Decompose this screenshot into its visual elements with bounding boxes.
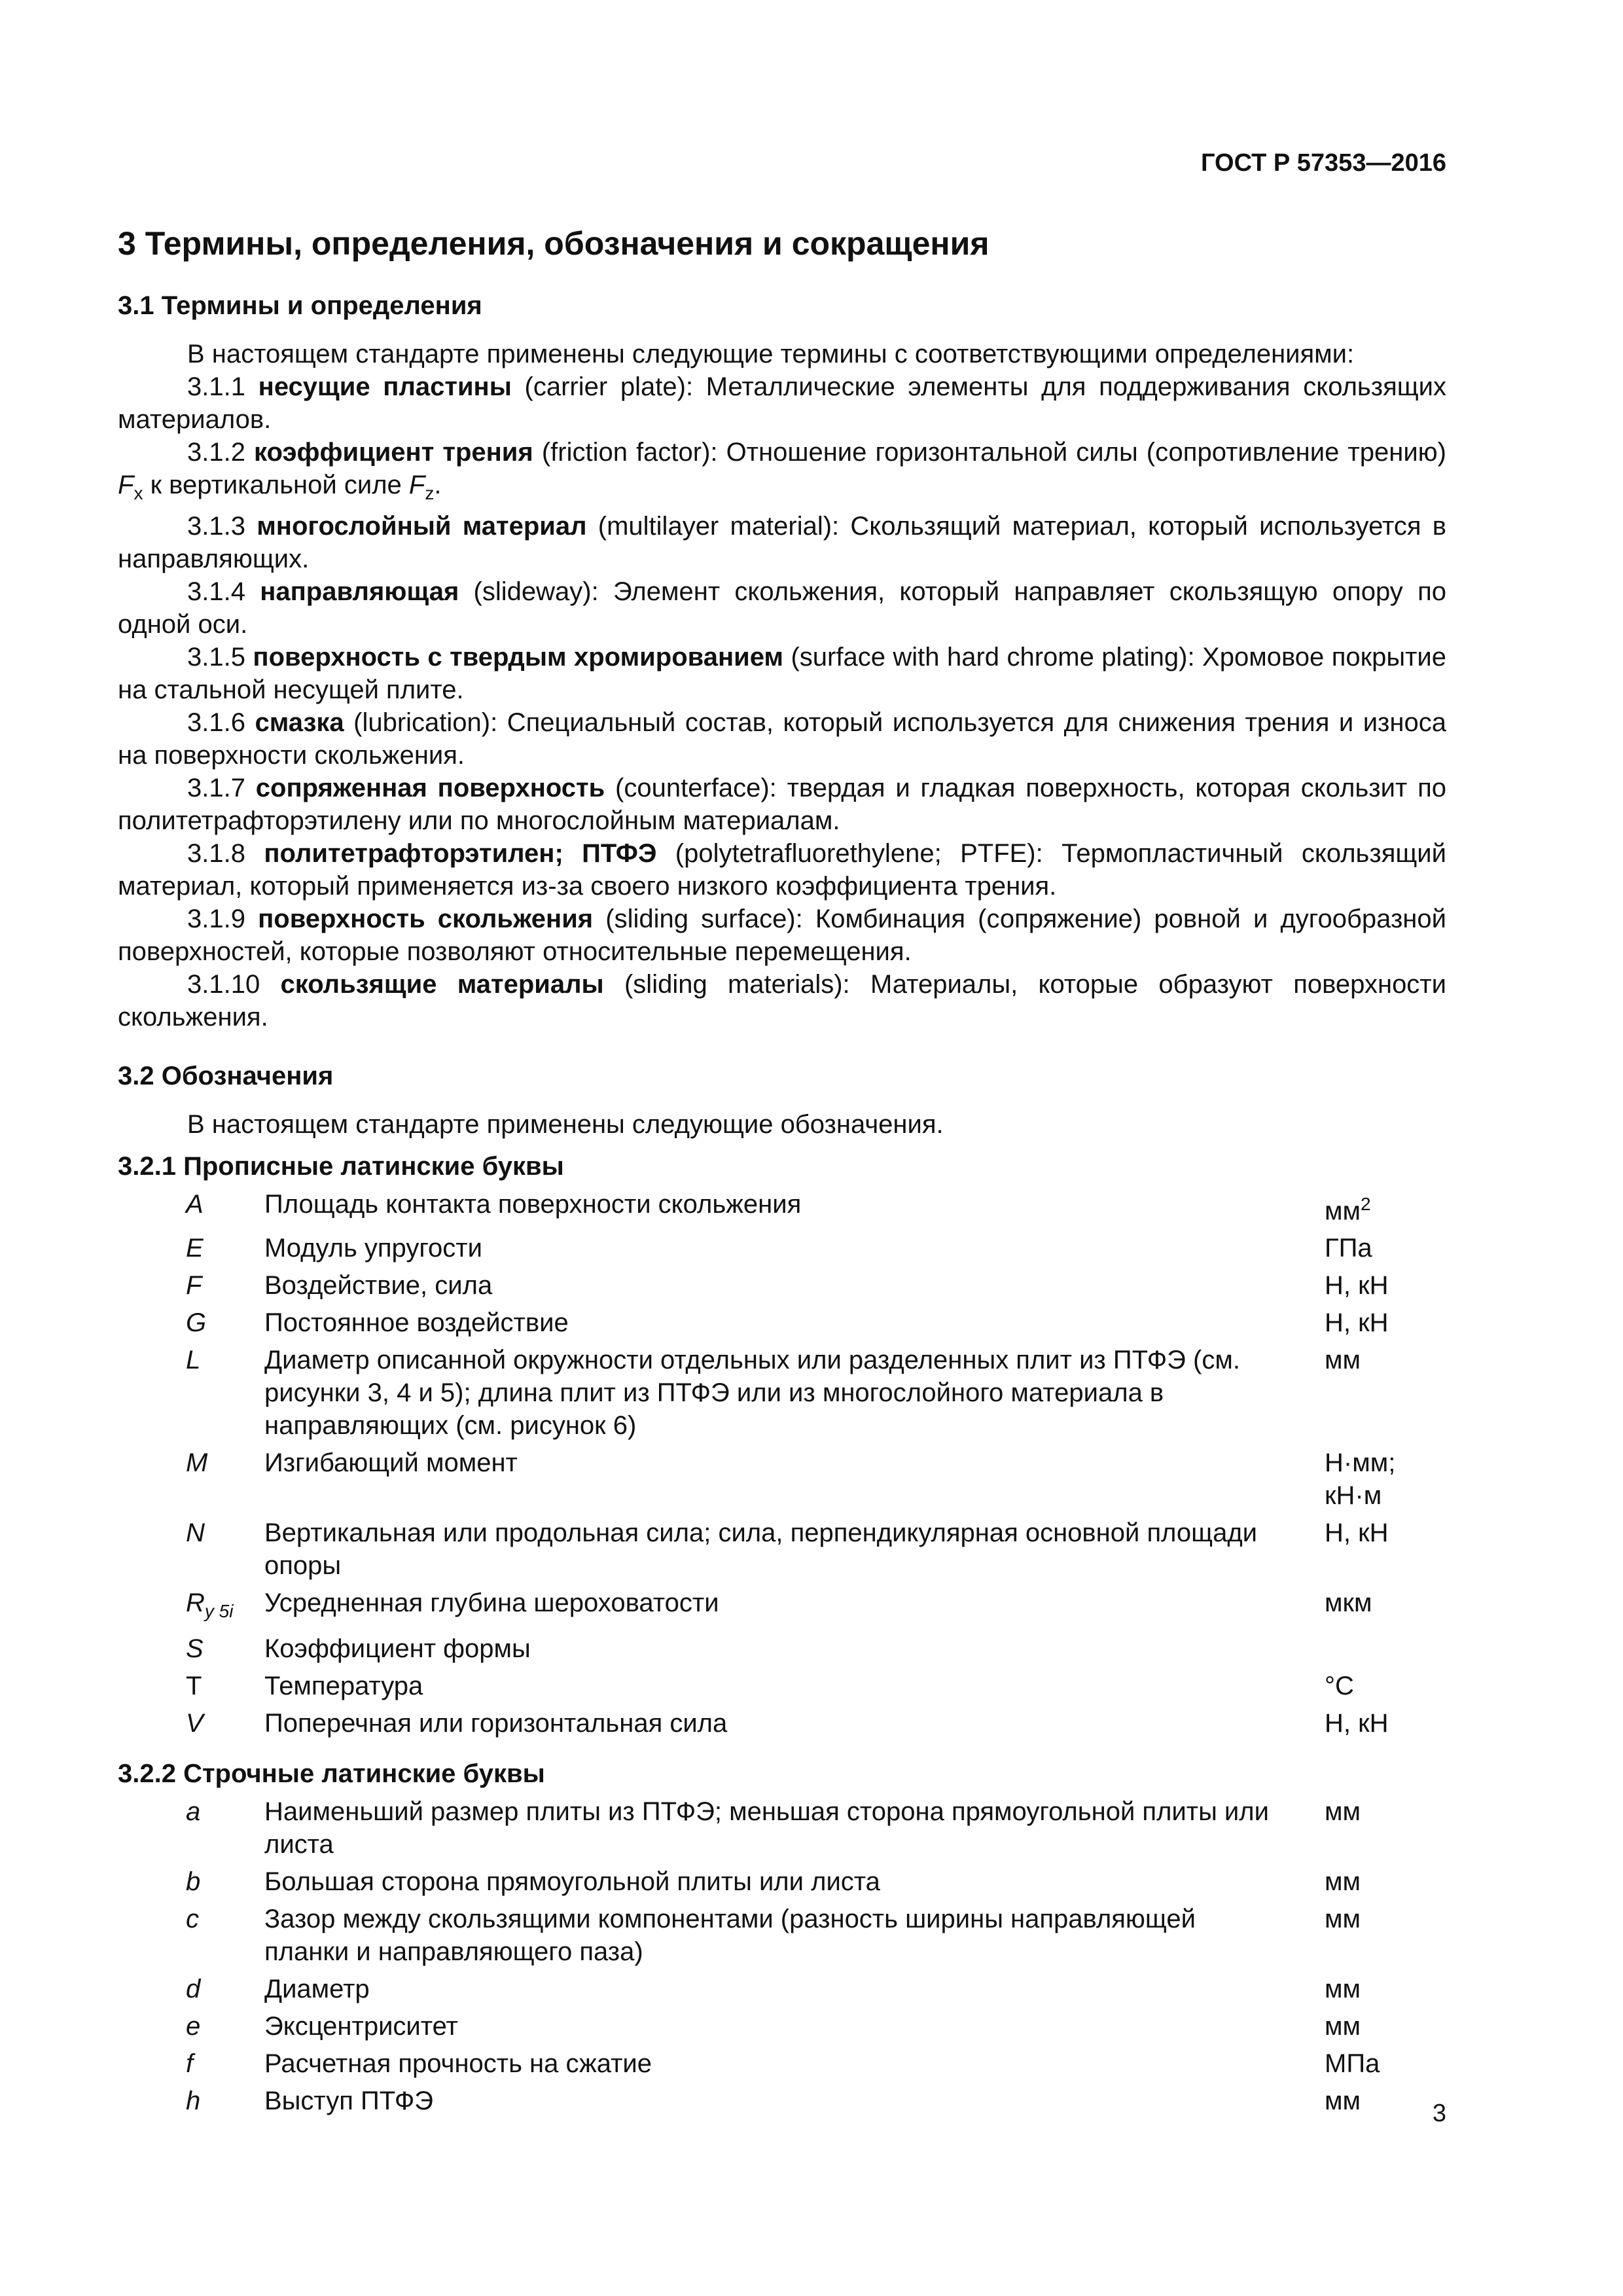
term-item [118, 968, 1446, 1033]
term-definition-end: . [434, 471, 442, 499]
unit-cell: мм [1325, 1975, 1361, 2004]
page-content [118, 223, 1446, 2135]
description-cell: Большая сторона прямоугольной плиты или листа [264, 1867, 880, 1897]
page-number: 3 [1432, 2100, 1446, 2127]
term-definition: Металлические элементы для поддерживания скользящих материалов. [118, 372, 1447, 434]
term-item [118, 641, 1446, 706]
term-number: 3.1.2 [187, 438, 245, 467]
term-definition-cont: к вертикальной силе [150, 471, 402, 499]
term-definition: Скользящий материал, который используется в направляющих. [118, 512, 1447, 573]
term-english: (sliding surface): [605, 905, 803, 933]
description-cell: Диаметр описанной окружности отдельных или разделенных плит из ПТФЭ (см. рисунки 3, 4 и 5); длина плит из ПТФЭ или из многослойного материала в направляющих (см. рисунок 6) [264, 1346, 1240, 1441]
table-row [118, 1305, 1446, 1342]
symbol-cell: d [186, 1975, 201, 2004]
table-row [118, 2083, 1446, 2121]
table-row [118, 1230, 1446, 1268]
term-definition: Отношение горизонтальной силы (сопротивление трению) [726, 438, 1446, 467]
table-row [118, 1794, 1446, 1864]
table-row [118, 1706, 1446, 1743]
term-number: 3.1.4 [187, 577, 245, 606]
term-english: (surface with hard chrome plating): [791, 643, 1195, 672]
term-definition: Специальный состав, который используется для снижения трения и износа на поверхности скольжения. [118, 708, 1446, 770]
term-number: 3.1.6 [187, 708, 245, 737]
description-cell: Воздействие, сила [264, 1271, 493, 1300]
unit-cell: МПа [1325, 2049, 1380, 2079]
symbol-text: R [186, 1588, 205, 1618]
term-number: 3.1.3 [187, 512, 245, 541]
term-number: 3.1.5 [187, 643, 245, 672]
unit-cell: мм [1325, 1346, 1361, 1375]
description-cell: Изгибающий момент [264, 1448, 518, 1478]
term-name: несущие пластины [258, 372, 512, 401]
symbol-cell [118, 1585, 264, 1631]
symbol-cell: c [186, 1905, 199, 1934]
term-definition: твердая и гладкая поверхность, которая скользит по политетрафторэтилену или по многослойным материалам. [118, 774, 1446, 835]
term-definition: Элемент скольжения, который направляет скользящую опору по одной оси. [118, 577, 1446, 639]
term-name: политетрафторэтилен; ПТФЭ [264, 839, 657, 868]
unit-cell: °C [1325, 1672, 1354, 1701]
description-cell: Поперечная или горизонтальная сила [264, 1709, 728, 1738]
symbol-cell: M [186, 1448, 208, 1478]
term-english: (slideway): [473, 577, 599, 606]
unit-cell: мм [1325, 2012, 1361, 2041]
term-item [118, 436, 1446, 510]
symbol-cell: V [186, 1709, 204, 1738]
unit-cell: мм [1325, 1867, 1361, 1897]
unit-cell: ГПа [1325, 1234, 1372, 1263]
description-cell: Коэффициент формы [264, 1634, 531, 1664]
symbol-f: F [408, 471, 425, 499]
term-item [118, 575, 1446, 641]
description-cell: Расчетная прочность на сжатие [264, 2049, 652, 2079]
symbols-intro: В настоящем стандарте применены следующие обозначения. [187, 1110, 944, 1139]
symbol-cell: h [186, 2087, 201, 2116]
table-row [118, 1268, 1446, 1305]
unit-cell: мм [1325, 1797, 1361, 1827]
term-definition: Материалы, которые образуют поверхности скольжения. [118, 970, 1446, 1031]
description-cell: Эксцентриситет [264, 2012, 458, 2041]
term-definition: Хромовое покрытие на стальной несущей плите. [118, 643, 1447, 704]
terms-intro: В настоящем стандарте применены следующие термины с соответствующими определениями: [187, 340, 1355, 368]
term-number: 3.1.9 [187, 905, 245, 933]
description-cell: Усредненная глубина шероховатости [264, 1588, 719, 1618]
table-row [118, 1187, 1446, 1230]
table-row [118, 1585, 1446, 1631]
term-name: поверхность скольжения [258, 905, 594, 933]
section-3-2-2-title: 3.2.2 Строчные латинские буквы [118, 1759, 545, 1789]
table-row [118, 1864, 1446, 1901]
symbol-cell: A [186, 1190, 204, 1219]
description-cell: Выступ ПТФЭ [264, 2087, 433, 2116]
table-row [118, 2009, 1446, 2046]
unit-cell: мкм [1325, 1588, 1372, 1618]
spacer [118, 1033, 1446, 1060]
term-item [118, 370, 1446, 436]
term-number: 3.1.7 [187, 774, 245, 802]
symbol-cell: b [186, 1867, 201, 1897]
symbol-cell: S [186, 1634, 204, 1664]
unit-cell [1325, 1187, 1446, 1230]
table-row [118, 1445, 1446, 1515]
table-row [118, 2046, 1446, 2083]
term-number: 3.1.10 [187, 970, 260, 999]
description-cell: Диаметр [264, 1975, 370, 2004]
description-cell: Площадь контакта поверхности скольжения [264, 1190, 802, 1219]
symbol-cell: T [186, 1672, 202, 1701]
term-name: поверхность с твердым хромированием [253, 643, 784, 672]
section-3-2-1-title: 3.2.1 Прописные латинские буквы [118, 1152, 564, 1181]
subscript-z: z [425, 483, 435, 503]
term-item [118, 903, 1446, 968]
description-cell: Постоянное воздействие [264, 1308, 569, 1338]
unit-cell [1325, 1631, 1446, 1668]
symbol-cell: f [186, 2049, 194, 2079]
unit-cell: Н, кН [1325, 1308, 1389, 1338]
table-row [118, 1631, 1446, 1668]
section-3-title: 3 Термины, определения, обозначения и сокращения [118, 225, 990, 262]
description-cell: Температура [264, 1672, 423, 1701]
term-item [118, 772, 1446, 837]
lower-symbols-table [118, 1794, 1446, 2121]
table-row [118, 1901, 1446, 1971]
unit-cell: мм [1325, 2087, 1361, 2116]
symbol-cell: N [186, 1518, 205, 1548]
term-name: направляющая [260, 577, 459, 606]
unit-cell: Н, кН [1325, 1518, 1389, 1548]
term-name: сопряженная поверхность [255, 774, 605, 802]
symbol-subscript: y 5i [204, 1601, 234, 1622]
term-name: коэффициент трения [254, 438, 533, 467]
description-cell: Наименьший размер плиты из ПТФЭ; меньшая сторона прямоугольной плиты или листа [264, 1797, 1269, 1859]
term-english: (polytetrafluorethylene; PTFE): [675, 839, 1043, 868]
table-row [118, 1342, 1446, 1445]
symbol-cell: F [186, 1271, 202, 1300]
unit-superscript: 2 [1361, 1194, 1371, 1214]
term-item [118, 837, 1446, 903]
subscript-x: x [134, 483, 143, 503]
term-number: 3.1.1 [187, 372, 245, 401]
term-english: (lubrication): [353, 708, 498, 737]
term-number: 3.1.8 [187, 839, 245, 868]
unit-cell: Н·мм; кН·м [1325, 1448, 1396, 1511]
symbol-cell: a [186, 1797, 201, 1827]
term-name: скользящие материалы [280, 970, 604, 999]
term-english: (counterface): [615, 774, 777, 802]
unit-text: мм [1325, 1196, 1361, 1226]
symbol-cell: E [186, 1234, 204, 1263]
symbol-cell: G [186, 1308, 207, 1338]
description-cell: Вертикальная или продольная сила; сила, перпендикулярная основной площади опоры [264, 1518, 1258, 1581]
term-name: смазка [255, 708, 344, 737]
term-item [118, 706, 1446, 772]
document-id: ГОСТ Р 57353—2016 [1201, 149, 1446, 177]
term-name: многослойный материал [257, 512, 587, 541]
unit-cell: мм [1325, 1905, 1361, 1934]
unit-cell: Н, кН [1325, 1271, 1389, 1300]
term-english: (sliding materials): [624, 970, 850, 999]
term-definition: Комбинация (сопряжение) ровной и дугообразной поверхностей, которые позволяют относительные перемещения. [118, 905, 1446, 966]
symbol-f: F [118, 471, 134, 499]
term-definition: Термопластичный скользящий материал, который применяется из-за своего низкого коэффициента трения. [118, 839, 1446, 901]
unit-cell: Н, кН [1325, 1709, 1389, 1738]
description-cell: Зазор между скользящими компонентами (разность ширины направляющей планки и направляющего паза) [264, 1905, 1196, 1967]
symbol-cell: e [186, 2012, 201, 2041]
term-item [118, 510, 1446, 575]
term-english: (multilayer material): [597, 512, 840, 541]
section-3-1-title: 3.1 Термины и определения [118, 291, 482, 320]
upper-symbols-table [118, 1187, 1446, 1743]
table-row [118, 1668, 1446, 1706]
term-english: (carrier plate): [524, 372, 694, 401]
symbol-cell: L [186, 1346, 201, 1375]
term-english: (friction factor): [541, 438, 718, 467]
section-3-2-title: 3.2 Обозначения [118, 1062, 334, 1090]
table-row [118, 1515, 1446, 1585]
table-row [118, 1971, 1446, 2009]
description-cell: Модуль упругости [264, 1234, 482, 1263]
